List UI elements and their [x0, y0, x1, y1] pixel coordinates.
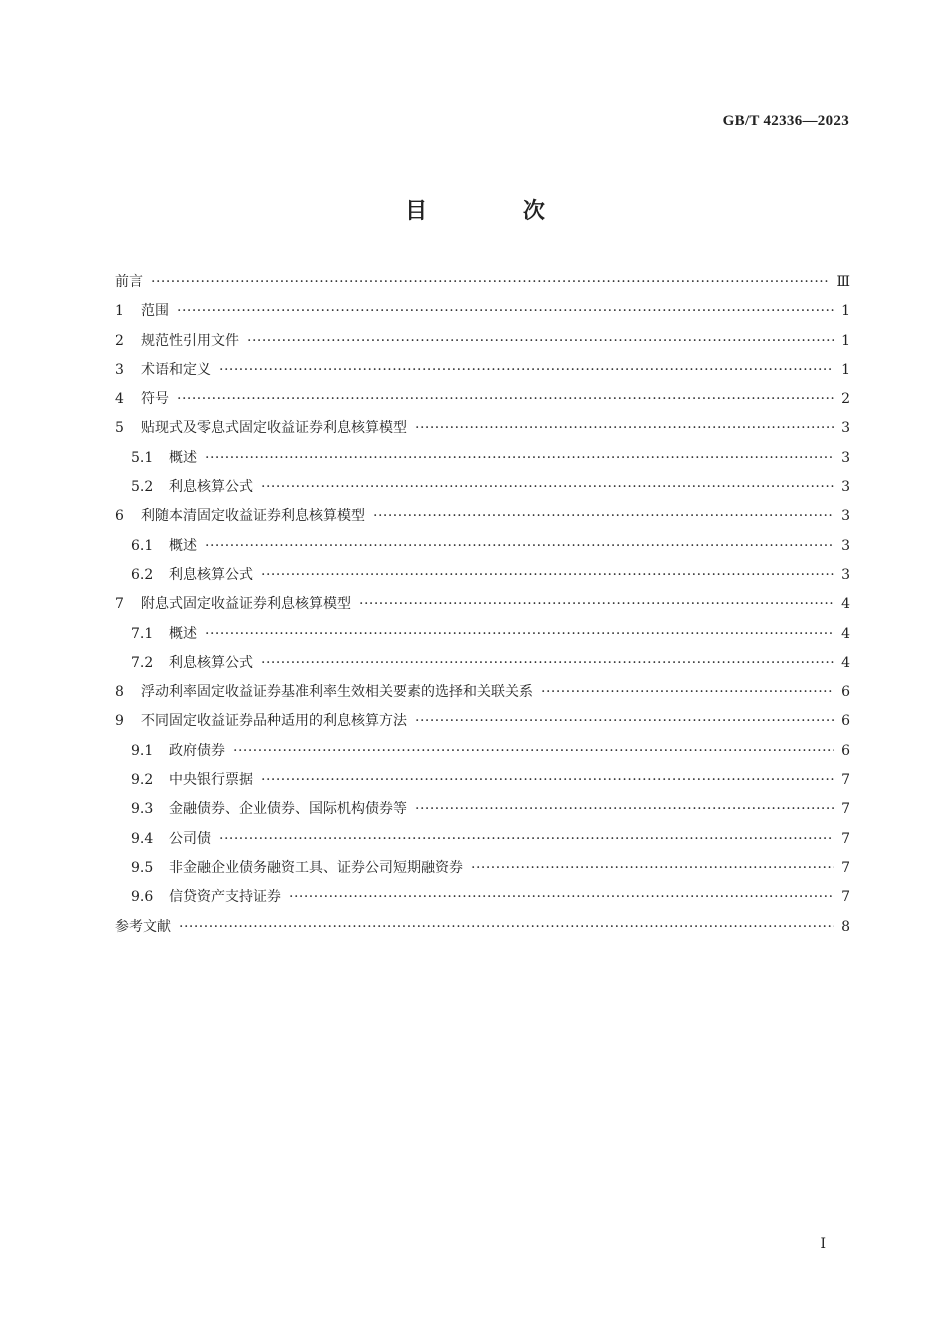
toc-entry[interactable]: [115, 590, 850, 619]
toc-entry-label: 范围: [141, 303, 169, 320]
toc-entry-label: 符号: [141, 391, 169, 408]
dot-leader: [247, 327, 834, 356]
toc-entry-label: 概述: [169, 625, 197, 642]
dot-leader: [205, 620, 834, 649]
toc-entry-number: 9.5: [131, 859, 154, 876]
toc-entry[interactable]: [115, 561, 850, 590]
toc-entry-page: 3: [841, 420, 850, 437]
toc-entry-label: 利息核算公式: [169, 479, 253, 496]
toc-entry-page: 4: [841, 625, 850, 642]
toc-entry-number: 9.6: [131, 889, 154, 906]
toc-entry-page: 1: [841, 361, 850, 378]
toc-entry-label: 参考文献: [115, 918, 171, 935]
toc-entry-page: 6: [841, 713, 850, 730]
toc-entry-label: 信贷资产支持证券: [169, 889, 281, 906]
toc-entry-page: 4: [841, 596, 850, 613]
toc-entry-label: 规范性引用文件: [141, 332, 239, 349]
dot-leader: [289, 883, 834, 912]
dot-leader: [177, 385, 834, 414]
toc-entry-page: 6: [841, 684, 850, 701]
toc-entry-label: 不同固定收益证券品种适用的利息核算方法: [141, 713, 407, 730]
toc-title: 目 次: [405, 199, 589, 224]
toc-entry-label: 利息核算公式: [169, 654, 253, 671]
toc-entry-number: 5.2: [131, 479, 154, 496]
toc-entry-number: 5.1: [131, 449, 154, 466]
dot-leader: [261, 561, 834, 590]
table-of-contents: [115, 268, 850, 942]
toc-entry-number: 6.1: [131, 537, 154, 554]
toc-entry[interactable]: [115, 385, 850, 414]
toc-entry-page: 4: [841, 654, 850, 671]
dot-leader: [233, 737, 834, 766]
dot-leader: [205, 444, 834, 473]
toc-entry-page: 3: [841, 537, 850, 554]
toc-entry-page: 6: [841, 742, 850, 759]
dot-leader: [541, 678, 834, 707]
toc-entry[interactable]: [115, 707, 850, 736]
dot-leader: [373, 502, 834, 531]
dot-leader: [219, 356, 834, 385]
dot-leader: [415, 795, 834, 824]
toc-entry-label: 公司债: [169, 830, 211, 847]
toc-entry-label: 贴现式及零息式固定收益证券利息核算模型: [141, 420, 407, 437]
toc-entry-label: 中央银行票据: [169, 772, 253, 789]
toc-entry-page: 1: [841, 332, 850, 349]
toc-entry[interactable]: [115, 473, 850, 502]
toc-entry-page: Ⅲ: [836, 274, 850, 290]
toc-entry[interactable]: [115, 414, 850, 443]
toc-entry-label: 利息核算公式: [169, 566, 253, 583]
toc-entry-number: 8: [115, 684, 124, 701]
toc-entry[interactable]: [115, 649, 850, 678]
toc-entry-page: 3: [841, 449, 850, 466]
dot-leader: [205, 532, 834, 561]
toc-entry-number: 6.2: [131, 566, 154, 583]
toc-entry[interactable]: [115, 737, 850, 766]
toc-entry-label: 浮动利率固定收益证券基准利率生效相关要素的选择和关联关系: [141, 684, 533, 701]
dot-leader: [261, 473, 834, 502]
dot-leader: [177, 297, 834, 326]
toc-entry[interactable]: [115, 297, 850, 326]
toc-entry-page: 7: [841, 859, 850, 876]
toc-entry-page: 3: [841, 566, 850, 583]
standard-code: GB/T 42336—2023: [722, 113, 849, 129]
dot-leader: [471, 854, 834, 883]
toc-entry-page: 7: [841, 889, 850, 906]
toc-entry-label: 政府债券: [169, 742, 225, 759]
toc-entry-label: 利随本清固定收益证券利息核算模型: [141, 508, 365, 525]
toc-entry-number: 1: [115, 303, 124, 320]
toc-entry[interactable]: [115, 502, 850, 531]
toc-entry-page: 7: [841, 772, 850, 789]
dot-leader: [261, 649, 834, 678]
toc-entry[interactable]: [115, 825, 850, 854]
toc-entry-page: 3: [841, 508, 850, 525]
toc-entry[interactable]: [115, 356, 850, 385]
toc-entry-page: 8: [841, 918, 850, 935]
toc-entry-label: 前言: [115, 274, 143, 290]
toc-entry-number: 9: [115, 713, 124, 730]
toc-entry-label: 金融债券、企业债券、国际机构债券等: [169, 801, 407, 818]
toc-entry-page: 2: [841, 391, 850, 408]
toc-entry[interactable]: [115, 678, 850, 707]
dot-leader: [261, 766, 834, 795]
toc-entry-page: 3: [841, 479, 850, 496]
toc-entry-page: 1: [841, 303, 850, 320]
page-number: Ⅰ: [820, 1237, 826, 1252]
dot-leader: [359, 590, 834, 619]
dot-leader: [415, 707, 834, 736]
toc-entry[interactable]: [115, 883, 850, 912]
toc-entry-number: 7.1: [131, 625, 154, 642]
toc-entry-number: 4: [115, 391, 124, 408]
toc-entry[interactable]: [115, 766, 850, 795]
toc-entry[interactable]: [115, 444, 850, 473]
toc-entry-number: 7.2: [131, 654, 154, 671]
toc-entry-number: 9.3: [131, 801, 154, 818]
dot-leader: [151, 268, 830, 297]
toc-entry-label: 非金融企业债务融资工具、证券公司短期融资券: [169, 859, 463, 876]
toc-entry-label: 附息式固定收益证券利息核算模型: [141, 596, 351, 613]
dot-leader: [415, 414, 834, 443]
toc-entry-number: 9.2: [131, 772, 154, 789]
toc-entry-label: 概述: [169, 449, 197, 466]
toc-entry-page: 7: [841, 830, 850, 847]
toc-entry-number: 2: [115, 332, 124, 349]
toc-entry-number: 5: [115, 420, 124, 437]
toc-entry[interactable]: [115, 854, 850, 883]
toc-entry-number: 9.1: [131, 742, 154, 759]
toc-entry[interactable]: [115, 327, 850, 356]
toc-entry-number: 9.4: [131, 830, 154, 847]
toc-entry-number: 7: [115, 596, 124, 613]
toc-entry-label: 概述: [169, 537, 197, 554]
dot-leader: [219, 825, 834, 854]
toc-entry[interactable]: [115, 268, 850, 297]
toc-entry[interactable]: [115, 795, 850, 824]
toc-entry[interactable]: [115, 620, 850, 649]
dot-leader: [179, 913, 834, 942]
toc-entry-number: 6: [115, 508, 124, 525]
toc-entry-label: 术语和定义: [141, 361, 211, 378]
toc-entry[interactable]: [115, 913, 850, 942]
toc-entry-number: 3: [115, 361, 124, 378]
toc-entry-page: 7: [841, 801, 850, 818]
toc-entry[interactable]: [115, 532, 850, 561]
